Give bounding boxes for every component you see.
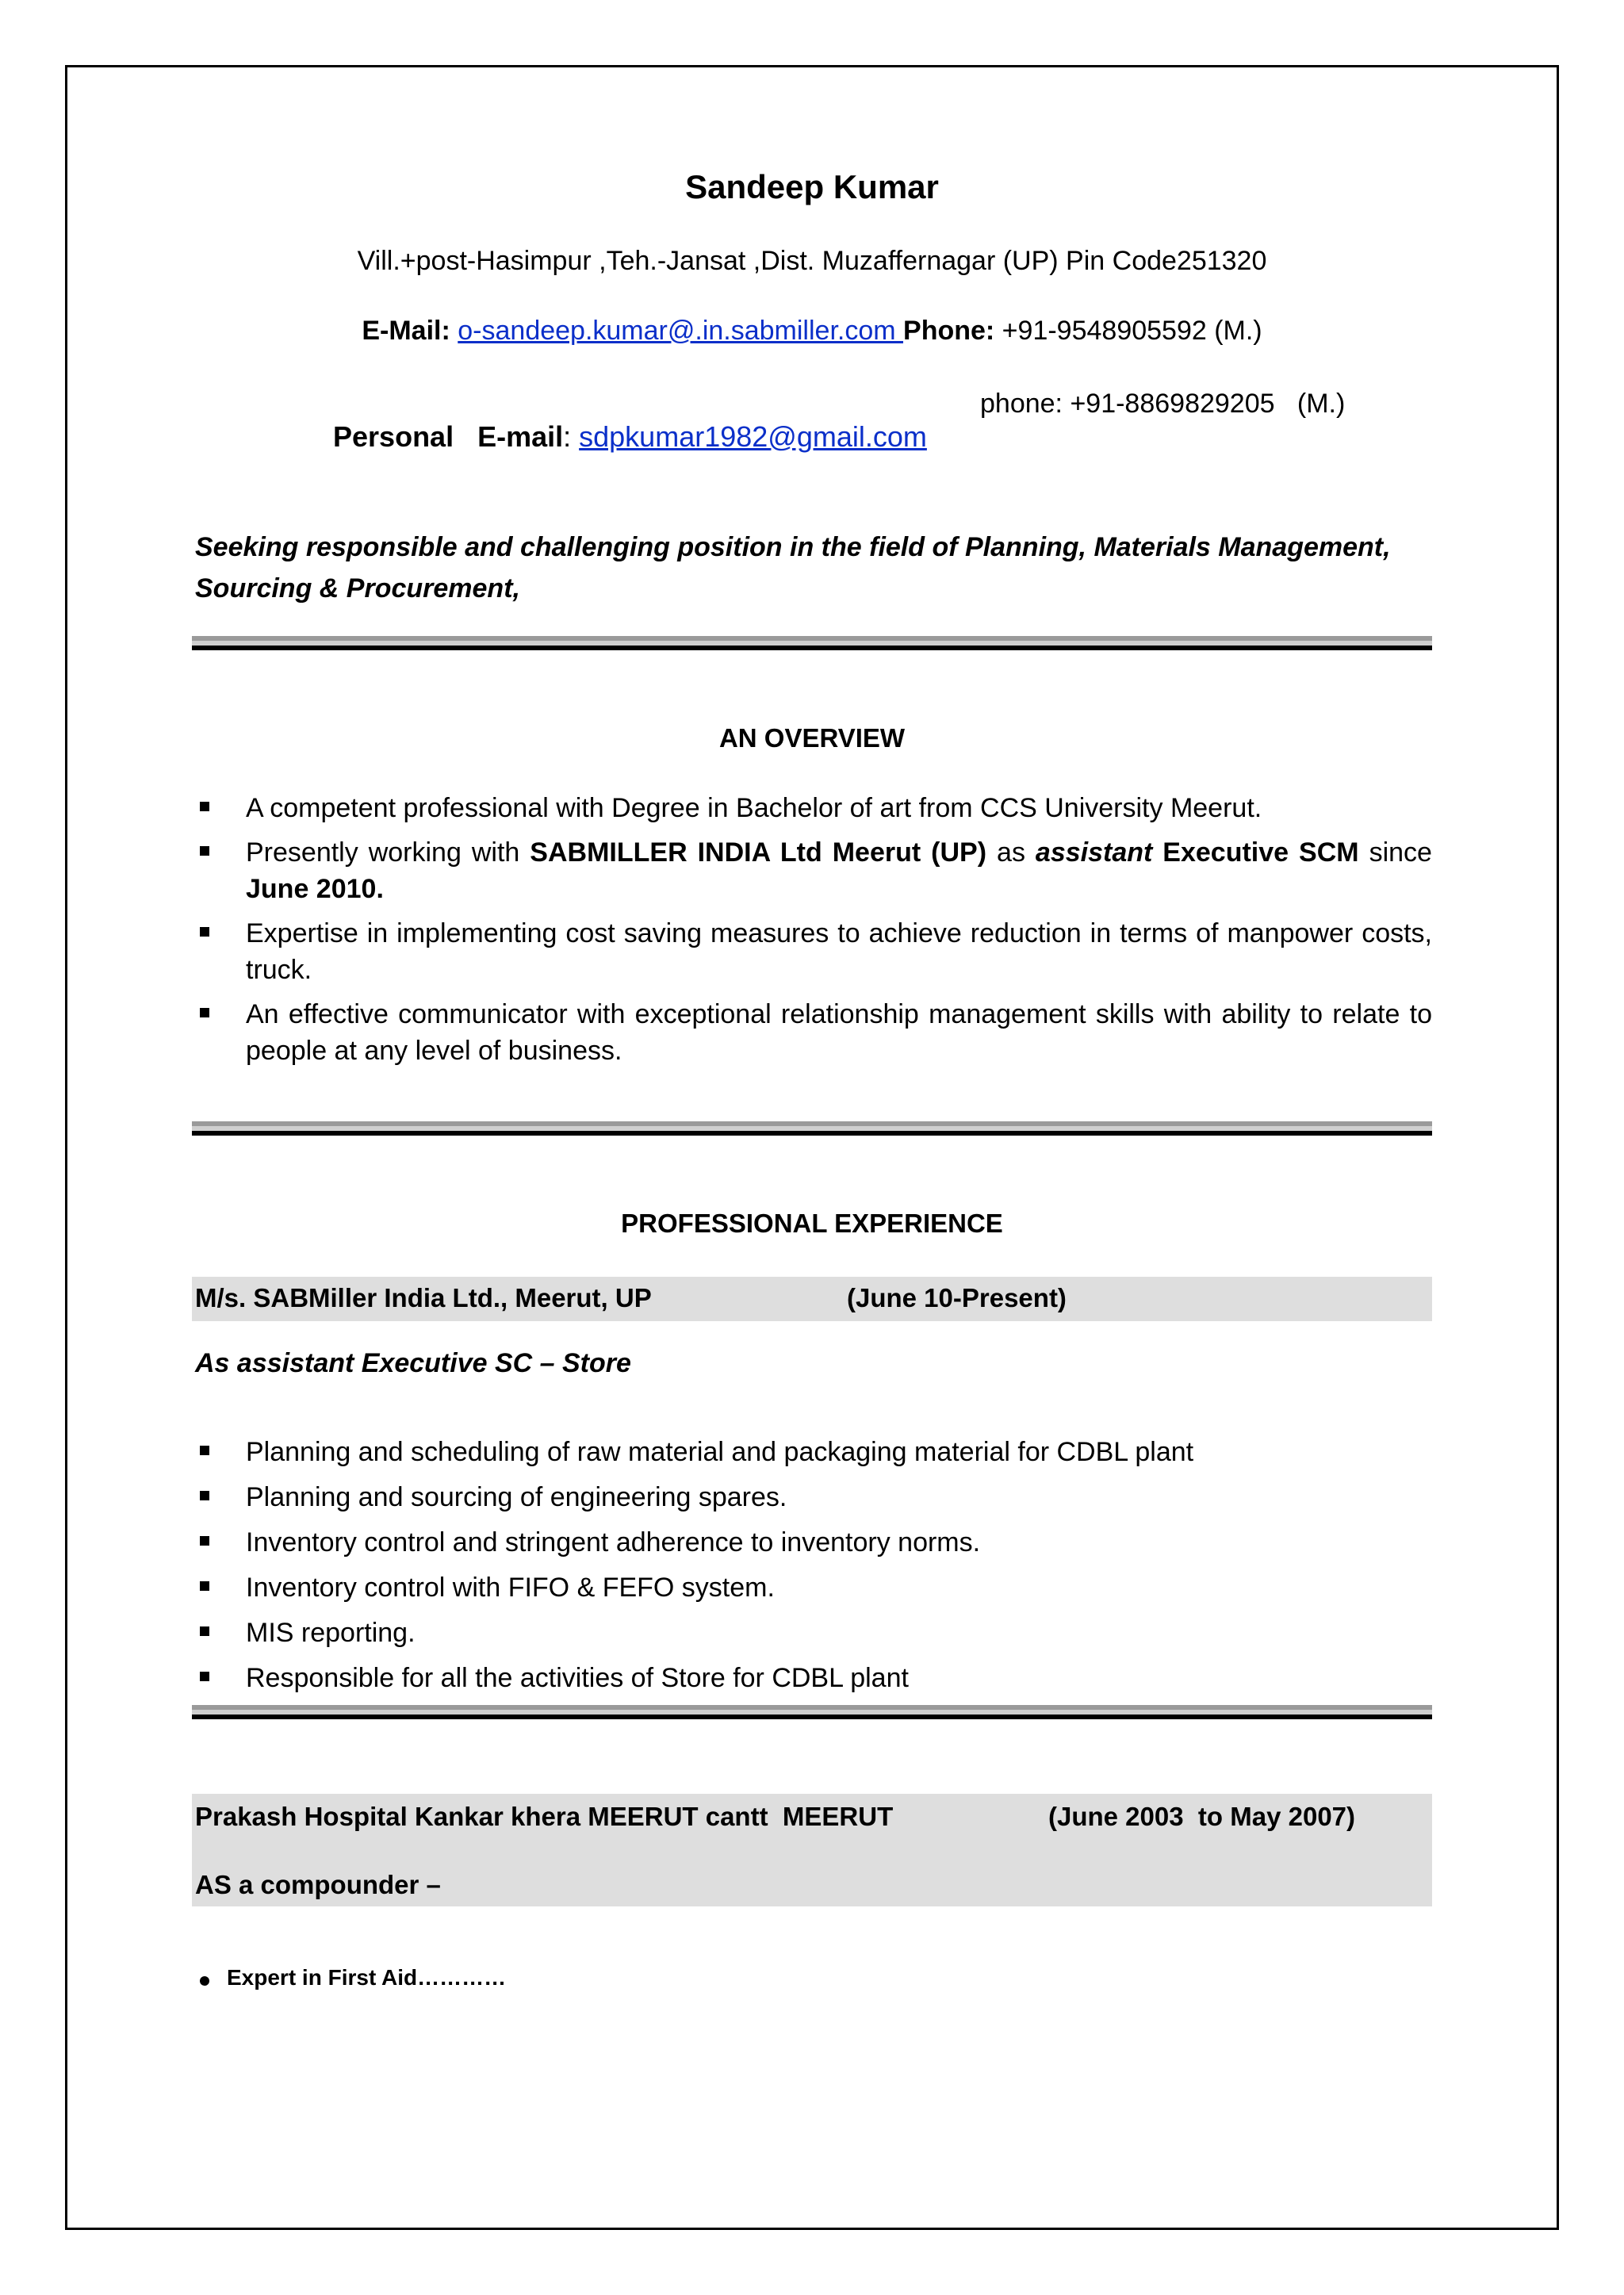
- square-bullet-icon: [200, 1536, 209, 1546]
- square-bullet-icon: [200, 1446, 209, 1455]
- personal-phone: phone: +91-8869829205 (M.): [980, 389, 1346, 419]
- square-bullet-icon: [200, 1581, 209, 1591]
- duty-item: Planning and sourcing of engineering spares.: [195, 1479, 1432, 1515]
- email-label: E-Mail:: [362, 316, 450, 346]
- job1-company: M/s. SABMiller India Ltd., Meerut, UP: [195, 1283, 652, 1312]
- job1-role: As assistant Executive SC – Store: [195, 1348, 631, 1378]
- job2-role: AS a compounder –: [195, 1870, 441, 1899]
- overview-item: An effective communicator with exceptional relationship management skills with ability to relate to people at any level of business.: [195, 996, 1432, 1069]
- career-objective: Seeking responsible and challenging position in the field of Planning, Materials Management, Sourcing & Procurement,: [195, 532, 1391, 603]
- square-bullet-icon: [200, 1672, 209, 1681]
- experience-heading: PROFESSIONAL EXPERIENCE: [621, 1209, 1003, 1238]
- work-email-link[interactable]: o-sandeep.kumar@.in.sabmiller.com: [458, 316, 904, 346]
- job1-header: [192, 1277, 1432, 1321]
- overview-item: A competent professional with Degree in Bachelor of art from CCS University Meerut.: [195, 790, 1432, 826]
- job1-period: (June 10-Present): [847, 1283, 1067, 1312]
- duty-item: Inventory control with FIFO & FEFO system.: [195, 1569, 1432, 1606]
- personal-email-label: Personal E-mail: [333, 420, 564, 453]
- personal-contact-line: [317, 387, 1346, 487]
- duty-item: MIS reporting.: [195, 1615, 1432, 1651]
- duty-item: Responsible for all the activities of Store for CDBL plant: [195, 1660, 1432, 1696]
- personal-email-separator: :: [563, 420, 580, 453]
- job2-company: Prakash Hospital Kankar khera MEERUT cantt MEERUT: [195, 1802, 894, 1831]
- square-bullet-icon: [200, 1008, 209, 1017]
- candidate-name: Sandeep Kumar: [685, 168, 939, 205]
- square-bullet-icon: [200, 846, 209, 856]
- job2-period: (June 2003 to May 2007): [1048, 1802, 1356, 1831]
- square-bullet-icon: [200, 1491, 209, 1500]
- square-bullet-icon: [200, 927, 209, 937]
- personal-email-link[interactable]: sdpkumar1982@gmail.com: [579, 420, 927, 453]
- job2-header: [192, 1794, 1432, 1906]
- square-bullet-icon: [200, 1626, 209, 1636]
- address: Vill.+post-Hasimpur ,Teh.-Jansat ,Dist. Muzaffernagar (UP) Pin Code251320: [357, 246, 1267, 276]
- phone-label: Phone:: [903, 316, 995, 346]
- round-bullet-icon: [200, 1976, 209, 1986]
- overview-heading: AN OVERVIEW: [718, 723, 906, 753]
- duty-item: Inventory control and stringent adherence to inventory norms.: [195, 1524, 1432, 1561]
- section-divider: [192, 1705, 1432, 1719]
- section-divider: [192, 636, 1432, 650]
- overview-item: Expertise in implementing cost saving measures to achieve reduction in terms of manpower costs, truck.: [195, 915, 1432, 988]
- overview-item: Presently working with SABMILLER INDIA Ltd Meerut (UP) as assistant Executive SCM since June 2010.: [195, 834, 1432, 907]
- job1-duties: [195, 1434, 1432, 1705]
- duty-item: Planning and scheduling of raw material and packaging material for CDBL plant: [195, 1434, 1432, 1470]
- contact-line: [0, 316, 1624, 347]
- section-divider: [192, 1121, 1432, 1136]
- square-bullet-icon: [200, 802, 209, 811]
- overview-list: [195, 790, 1432, 1077]
- work-phone: +91-9548905592 (M.): [994, 316, 1262, 346]
